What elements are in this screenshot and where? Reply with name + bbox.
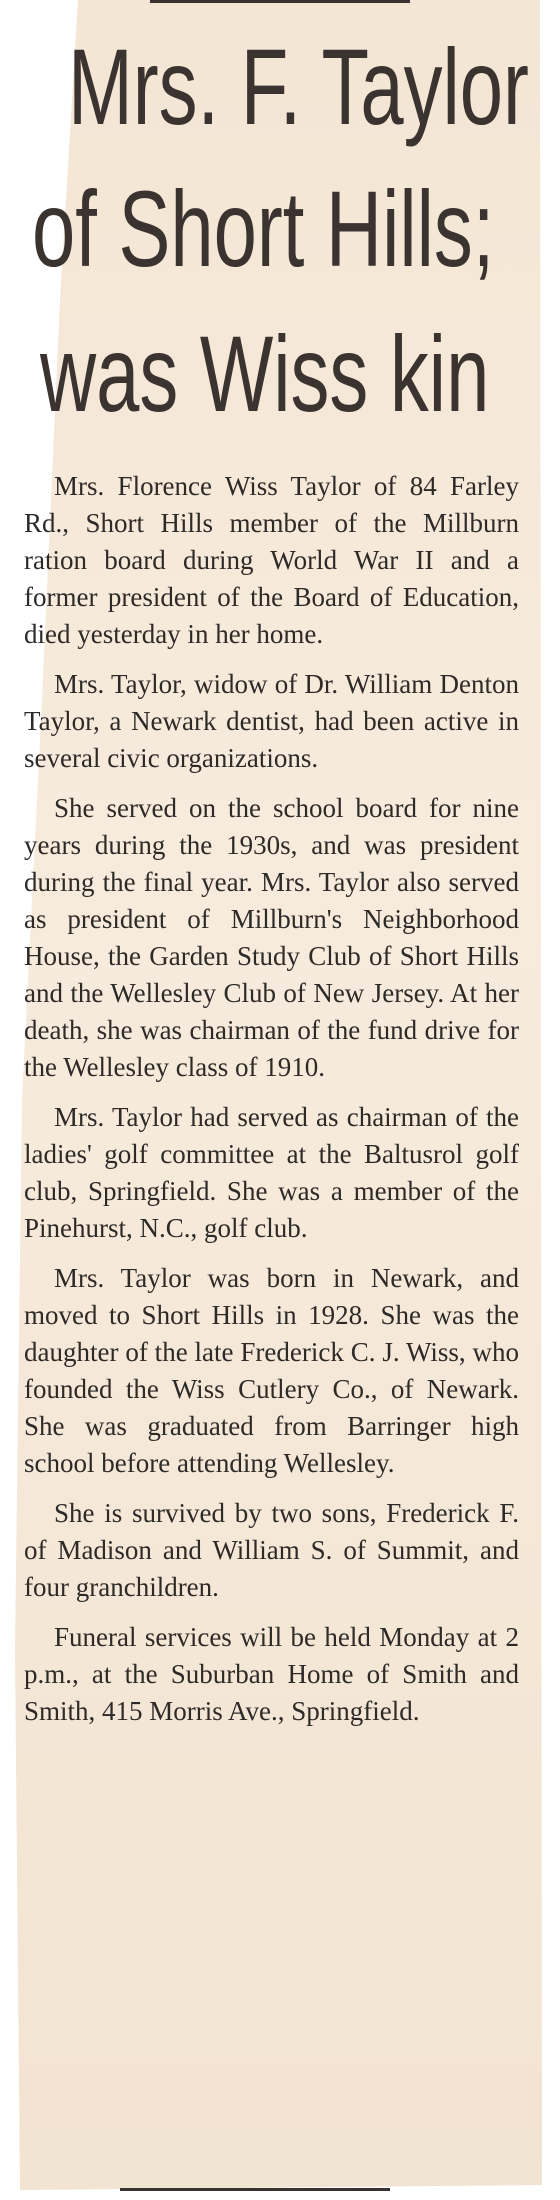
- paragraph-4: Mrs. Taylor had served as chairman of the ladies' golf committee at the Baltusrol golf club, Springfield. She was a member of the Pinehurst, N.C., golf club.: [24, 1102, 519, 1243]
- headline-line-2: of Short Hills;: [32, 168, 495, 289]
- headline-line-1: Mrs. F. Taylor: [68, 26, 529, 147]
- paragraph-1: Mrs. Florence Wiss Taylor of 84 Farley Rd., Short Hills member of the Millburn ration board during World War II and a former president of the Board of Education, died yesterday in her home.: [24, 471, 519, 649]
- headline-line-3: was Wiss kin: [40, 313, 490, 434]
- bottom-rule: [120, 2188, 390, 2191]
- paragraph-2: Mrs. Taylor, widow of Dr. William Denton Taylor, a Newark dentist, had been active in several civic organizations.: [24, 669, 519, 773]
- top-rule: [150, 0, 410, 3]
- article-body: [24, 468, 519, 1743]
- paragraph-7: Funeral services will be held Monday at 2 p.m., at the Suburban Home of Smith and Smith, 415 Morris Ave., Springfield.: [24, 1622, 519, 1726]
- paragraph-6: She is survived by two sons, Frederick F. of Madison and William S. of Summit, and four granchildren.: [24, 1498, 519, 1602]
- paragraph-5: Mrs. Taylor was born in Newark, and moved to Short Hills in 1928. She was the daughter of the late Frederick C. J. Wiss, who founded the Wiss Cutlery Co., of Newark. She was graduated from Barringer high school before attending Wellesley.: [24, 1263, 519, 1478]
- paragraph-3: She served on the school board for nine years during the 1930s, and was president during the final year. Mrs. Taylor also served as president of Millburn's Neighborhood House, the Garden Study Club of Short Hills and the Wellesley Club of New Jersey. At her death, she was chairman of the fund drive for the Wellesley class of 1910.: [24, 793, 519, 1082]
- headline: [0, 25, 560, 445]
